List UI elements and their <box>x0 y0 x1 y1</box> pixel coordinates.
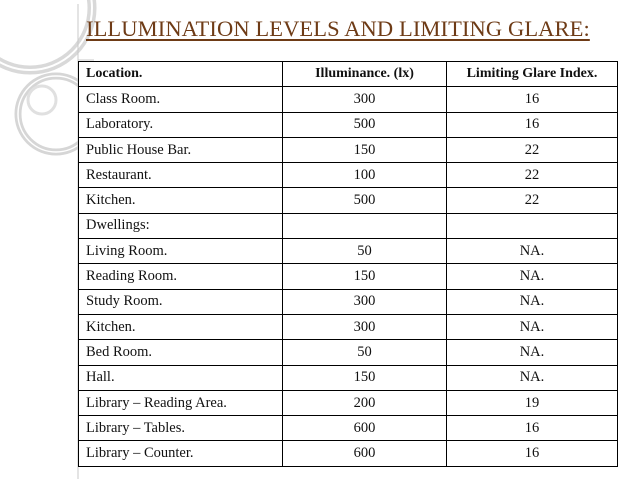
cell-illuminance: 200 <box>283 390 447 415</box>
table-row <box>79 87 618 112</box>
cell-illuminance: 300 <box>283 87 447 112</box>
table-body <box>79 87 618 466</box>
header-glare-index: Limiting Glare Index. <box>447 62 618 87</box>
cell-glare-index <box>447 213 618 238</box>
cell-illuminance: 300 <box>283 314 447 339</box>
cell-location: Restaurant. <box>79 163 283 188</box>
cell-glare-index: 19 <box>447 390 618 415</box>
cell-illuminance: 600 <box>283 441 447 466</box>
cell-glare-index: 16 <box>447 416 618 441</box>
cell-illuminance <box>283 213 447 238</box>
table-header-row <box>79 62 618 87</box>
table-row <box>79 264 618 289</box>
cell-location: Laboratory. <box>79 112 283 137</box>
cell-location: Living Room. <box>79 239 283 264</box>
cell-illuminance: 500 <box>283 188 447 213</box>
table-row <box>79 137 618 162</box>
cell-illuminance: 50 <box>283 340 447 365</box>
cell-location: Library – Tables. <box>79 416 283 441</box>
cell-glare-index: 22 <box>447 137 618 162</box>
cell-illuminance: 50 <box>283 239 447 264</box>
cell-illuminance: 150 <box>283 365 447 390</box>
cell-location: Kitchen. <box>79 188 283 213</box>
cell-glare-index: 22 <box>447 163 618 188</box>
table-row <box>79 163 618 188</box>
cell-location: Dwellings: <box>79 213 283 238</box>
table-row <box>79 340 618 365</box>
table-row <box>79 314 618 339</box>
cell-illuminance: 500 <box>283 112 447 137</box>
cell-location: Reading Room. <box>79 264 283 289</box>
table-row <box>79 213 618 238</box>
cell-location: Study Room. <box>79 289 283 314</box>
cell-location: Kitchen. <box>79 314 283 339</box>
cell-location: Library – Reading Area. <box>79 390 283 415</box>
cell-location: Public House Bar. <box>79 137 283 162</box>
cell-location: Hall. <box>79 365 283 390</box>
cell-illuminance: 300 <box>283 289 447 314</box>
cell-glare-index: NA. <box>447 264 618 289</box>
table-row <box>79 188 618 213</box>
header-location: Location. <box>79 62 283 87</box>
cell-glare-index: 16 <box>447 87 618 112</box>
cell-location: Library – Counter. <box>79 441 283 466</box>
header-illuminance: Illuminance. (lx) <box>283 62 447 87</box>
cell-glare-index: NA. <box>447 314 618 339</box>
cell-glare-index: 16 <box>447 441 618 466</box>
cell-location: Class Room. <box>79 87 283 112</box>
cell-glare-index: NA. <box>447 239 618 264</box>
table-row <box>79 112 618 137</box>
table-row <box>79 365 618 390</box>
table-row <box>79 416 618 441</box>
page-title: ILLUMINATION LEVELS AND LIMITING GLARE: <box>86 16 590 41</box>
cell-glare-index: 16 <box>447 112 618 137</box>
table-row <box>79 441 618 466</box>
cell-illuminance: 600 <box>283 416 447 441</box>
table-row <box>79 289 618 314</box>
cell-glare-index: NA. <box>447 289 618 314</box>
table-row <box>79 390 618 415</box>
cell-illuminance: 100 <box>283 163 447 188</box>
cell-location: Bed Room. <box>79 340 283 365</box>
cell-illuminance: 150 <box>283 137 447 162</box>
table-row <box>79 239 618 264</box>
cell-illuminance: 150 <box>283 264 447 289</box>
illumination-table <box>78 61 618 467</box>
cell-glare-index: NA. <box>447 340 618 365</box>
cell-glare-index: 22 <box>447 188 618 213</box>
cell-glare-index: NA. <box>447 365 618 390</box>
